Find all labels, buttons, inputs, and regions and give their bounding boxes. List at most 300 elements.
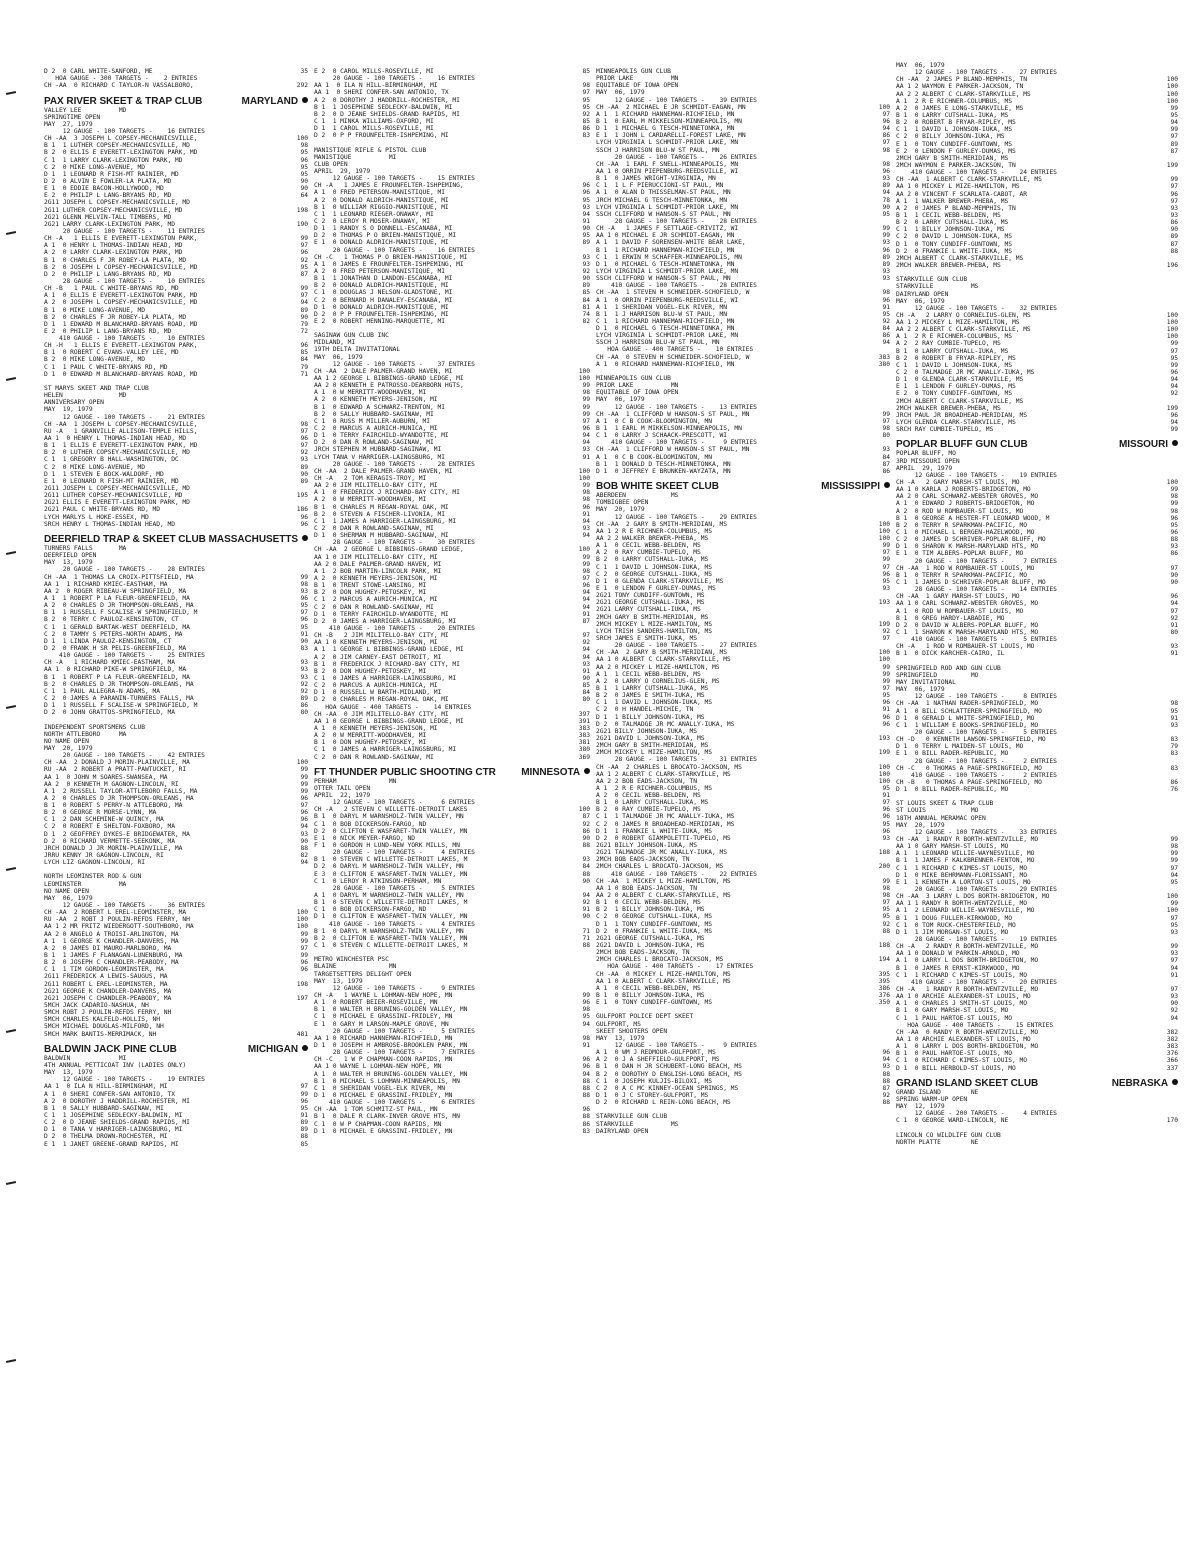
result-text: INDEPENDENT SPORTSMENS CLUB	[44, 723, 146, 731]
result-line	[314, 354, 590, 361]
score: 99	[882, 410, 890, 418]
result-text: C 1 0 STEVEN C WILLETTE-DETROIT LAKES, M	[314, 942, 468, 950]
score: 94	[1170, 871, 1178, 879]
result-line	[314, 871, 590, 878]
binder-mark	[6, 1359, 16, 1363]
gauge-event-header	[596, 154, 890, 161]
result-text: SKEET SHOOTERS OPEN	[596, 1027, 668, 1035]
result-text: 12 GAUGE - 100 TARGETS - 29 ENTRIES	[596, 513, 757, 521]
result-text: 2MCH CHARLES L BROCATO-JACKSON, MS	[596, 956, 724, 964]
score: 96	[582, 425, 590, 433]
result-text: 2MCH MICKEY L MIZE-HAMILTON, MS	[596, 620, 712, 628]
score: 92	[582, 899, 590, 907]
state-heading: MASSACHUSETTS	[207, 535, 308, 545]
result-line	[314, 1013, 590, 1020]
score: 84	[582, 689, 590, 697]
result-line	[44, 838, 308, 845]
result-line	[44, 1091, 308, 1098]
result-line	[596, 542, 890, 549]
score: 337	[1166, 1064, 1178, 1072]
score: 100	[878, 103, 890, 111]
result-text: MAY 13, 1979	[44, 559, 93, 567]
result-line	[896, 486, 1178, 493]
score: 94	[582, 1070, 590, 1078]
score: 94	[582, 210, 590, 218]
result-line	[896, 779, 1178, 786]
result-line	[44, 449, 308, 456]
result-line	[314, 147, 590, 154]
result-text: D 2 0 FRANKIE L WHITE-IUKA, MS	[596, 927, 712, 935]
result-line	[314, 1056, 590, 1063]
result-text: AA 1 0 ARCHIE ALEXANDER-ST LOUIS, MO	[896, 1035, 1031, 1043]
gauge-event-header	[596, 97, 890, 104]
result-line	[44, 406, 308, 413]
result-line	[596, 742, 890, 749]
score: 90	[300, 837, 308, 845]
score: 94	[582, 1020, 590, 1028]
result-line	[314, 668, 590, 675]
gauge-event-header	[314, 539, 590, 546]
score: 95	[882, 906, 890, 914]
result-text: E 2 0 LENDON F GURLEY-DUMAS, MS	[896, 147, 1016, 155]
score: 87	[300, 270, 308, 278]
result-text: C 2 0 H HANDEL-MICHIE, TN	[596, 706, 694, 714]
score: 100	[878, 535, 890, 542]
result-text: D 1 1 RANDY S O DONNELL-ESCANABA, MI	[314, 225, 453, 233]
result-line	[896, 765, 1178, 772]
result-text: B 2 0 JAMES E SMITH-IUKA, MS	[596, 692, 705, 700]
result-line	[896, 141, 1178, 148]
result-text: B 2 0 MIKE LONG-AVENUE, MD	[44, 356, 146, 364]
score: 198	[296, 206, 308, 214]
club-name: PAX RIVER SKEET & TRAP CLUB	[44, 96, 203, 107]
gauge-event-header	[44, 902, 308, 909]
result-text: C 2 0 MARCUS A AURICH-MUNICA, MI	[314, 682, 438, 690]
result-line	[596, 389, 890, 396]
result-line	[314, 304, 590, 311]
score: 100	[878, 763, 890, 771]
score: 188	[878, 942, 890, 950]
result-line	[314, 532, 590, 539]
score: 92	[582, 110, 590, 118]
result-text: E 2 0 PHILIP L LANG-BRYANS RD, MD	[44, 192, 172, 200]
result-text: 20 GAUGE - 100 TARGETS - 16 ENTRIES	[314, 246, 475, 254]
score: 100	[296, 759, 308, 767]
result-text: 2MCH WAYMON E PARKER-JACKSON, TN	[896, 161, 1016, 169]
score: 89	[300, 1119, 308, 1127]
result-text: D 1 1 STEVEN E BOCK-WALDORF, MD	[44, 470, 164, 478]
result-text: A 2 0 RAY CUMBIE-TUPELO, MS	[596, 549, 701, 557]
result-line	[44, 142, 308, 149]
result-line	[44, 1119, 308, 1126]
score: 90	[582, 225, 590, 233]
result-line	[314, 275, 590, 282]
result-text: 18TH ANNUAL MERAMAC OPEN	[896, 814, 986, 822]
score: 97	[882, 563, 890, 571]
result-line	[896, 579, 1178, 586]
score: 94	[582, 603, 590, 611]
result-line	[44, 616, 308, 623]
result-text: 410 GAUGE - 100 TARGETS - 20 ENTRIES	[896, 978, 1057, 986]
result-text: CH -AA 1 CLIFFORD W HANSON-S ST PAUL, MN	[596, 446, 750, 454]
state-heading: MISSISSIPPI	[819, 482, 890, 492]
score: 80	[1170, 628, 1178, 636]
result-line	[596, 68, 890, 75]
result-text: D 2 0 TALMADGE JR MC ANALLY-IUKA, MS	[596, 720, 735, 728]
result-text: CH -C 1 THOMAS P O BRIEN-MANISTIQUE, MI	[314, 253, 468, 261]
result-text: D 1 0 CLIFTON E WASFARET-TWIN VALLEY, MN	[314, 913, 468, 921]
result-line	[44, 852, 308, 859]
result-text: B 2 0 ROBERT B FRYAR-RIPLEY, MS	[896, 354, 1016, 362]
result-line	[44, 68, 308, 75]
result-line	[596, 89, 890, 96]
result-text: A 2 0 CECIL WEBB-BELDEN, MS	[596, 792, 701, 800]
result-line	[314, 1042, 590, 1049]
result-text: D 2 0 THOMAS P O BRIEN-MANISTIQUE, MI	[314, 232, 457, 240]
result-text: 2G21 BILLY JOHNSON-IUKA, MS	[596, 842, 698, 850]
result-text: CH -AA 1 EARL F SNELL-MINNEAPOLIS, MN	[596, 160, 739, 168]
result-text: C 1 1 DAVID L JOHNSON-IUKA, MS	[896, 361, 1012, 369]
score: 88	[882, 1077, 890, 1085]
result-text: MAY 06, 1979	[596, 89, 645, 97]
result-line	[44, 1105, 308, 1112]
score: 91	[582, 1041, 590, 1049]
result-line	[596, 556, 890, 563]
score: 71	[582, 934, 590, 942]
result-line	[314, 942, 590, 949]
result-line	[314, 754, 590, 761]
score: 97	[300, 427, 308, 435]
result-line	[44, 321, 308, 328]
result-text: A 2 2 RAY CUMBIE-TUPELO, MS	[896, 340, 1001, 348]
result-line	[596, 318, 890, 325]
score: 92	[882, 317, 890, 325]
score: 100	[1166, 90, 1178, 98]
result-text: C 1 0 LEROY R ATKINSON-PERHAM, MN	[314, 877, 442, 885]
score: 35	[300, 68, 308, 75]
result-text: PERHAM MN	[314, 777, 397, 785]
result-text: B 1 0 CECIL WEBB-BELDEN, MS	[596, 899, 701, 907]
gauge-event-header	[596, 218, 890, 225]
result-text: D 1 1 RUSSELL F SCALISE-W SPRINGFIELD, M	[44, 702, 198, 710]
result-text: CH -A 1 JAMES E FROUNFELTER-ISHPEMING,	[314, 182, 464, 190]
result-text: A 1 2 R E RICHNER-COLUMBUS, MS	[596, 784, 712, 792]
result-text: B 2 0 RAY CUMBIE-TUPELO, MS	[596, 806, 701, 814]
result-text: C 1 1 LEONARD RIEGER-ONAWAY, MI	[314, 210, 434, 218]
result-text: B 1 1 ROBERT P LA FLEUR-GREENFIELD, MA	[44, 673, 190, 681]
result-line	[44, 1069, 308, 1076]
score: 96	[582, 1056, 590, 1064]
result-text: A 1 0 HENRY L THOMAS-INDIAN HEAD, MD	[44, 242, 183, 250]
score: 100	[1166, 893, 1178, 901]
result-text: 2G11 ROBERT L EREL-LEOMINSTER, MA	[44, 980, 168, 988]
score: 100	[578, 806, 590, 814]
result-line	[44, 873, 308, 880]
result-line	[596, 147, 890, 154]
state-heading: NEBRASKA	[1110, 1079, 1178, 1089]
spacer	[596, 1106, 890, 1113]
result-text: AA 2 2 BOB EADS-JACKSON, TN	[596, 777, 698, 785]
score: 382	[1166, 1035, 1178, 1043]
result-text: A 1 0 DARYL M WARNSHOLZ-TWIN VALLEY, MN	[314, 892, 464, 900]
result-line	[896, 1132, 1178, 1139]
result-line	[596, 289, 890, 296]
result-text: GULFPORT, MS	[596, 1020, 641, 1028]
result-text: C 1 1 JAMES A HARRIGER-LAINGSBURG, MI	[314, 517, 457, 525]
result-text: A 1 0 WALTER H BRUNING-GOLDEN VALLEY, MN	[314, 1070, 468, 1078]
result-line	[896, 76, 1178, 83]
result-text: D 1 0 TERRY FAIRCHILD-WYANDOTTE, MI	[314, 610, 449, 618]
score: 92	[882, 1091, 890, 1099]
score: 89	[300, 1126, 308, 1134]
result-text: 19TH DELTA INVITATIONAL	[314, 346, 401, 354]
score: 98	[882, 892, 890, 900]
result-text: JRCH PAUL JR BROADHEAD-MERIDIAN, MS	[896, 411, 1027, 419]
result-line	[596, 189, 890, 196]
result-text: D 1 1 CAROL MILLS-ROSEVILLE, MI	[314, 125, 434, 133]
score: 88	[582, 870, 590, 878]
state-heading: MINNESOTA	[519, 768, 590, 778]
score: 93	[882, 584, 890, 592]
result-line	[896, 915, 1178, 922]
score: 95	[1170, 707, 1178, 715]
result-text: C 2 0 DAVID L JOHNSON-IUKA, MS	[896, 233, 1012, 241]
result-line	[596, 792, 890, 799]
result-line	[44, 328, 308, 335]
result-text: C 2 0 MIKE LONG-AVENUE, MD	[44, 463, 146, 471]
result-text: LYCH TRISH SANDERS-HAMILTON, MS	[596, 627, 712, 635]
score: 97	[1170, 607, 1178, 615]
result-text: D 1 0 GERALD L WHITE-SPRINGFIELD, MO	[896, 714, 1035, 722]
score: 99	[300, 930, 308, 938]
state-heading: MICHIGAN	[246, 1045, 308, 1055]
result-text: B 1 0 DALE R CLARK-INVER GROVE HTS, MN	[314, 1113, 460, 1121]
result-line	[596, 692, 890, 699]
results-column-1	[44, 68, 314, 1548]
score: 79	[300, 320, 308, 328]
result-line	[314, 1021, 590, 1028]
result-text: AA 2 0 ALBERT C CLARK-STARKVILLE, MS	[596, 892, 731, 900]
result-line	[596, 1092, 890, 1099]
result-line	[44, 471, 308, 478]
result-line	[314, 1085, 590, 1092]
score: 95	[300, 602, 308, 610]
result-line	[896, 369, 1178, 376]
gauge-event-header	[596, 514, 890, 521]
result-line	[314, 232, 590, 239]
score: 95	[882, 784, 890, 792]
score: 395	[878, 977, 890, 985]
score: 99	[300, 285, 308, 293]
score: 92	[1170, 614, 1178, 622]
score: 95	[582, 103, 590, 111]
result-line	[896, 126, 1178, 133]
result-line	[314, 1035, 590, 1042]
result-text: AA 1 2 ALBERT C CLARK-STARKVILLE, MS	[596, 770, 731, 778]
result-text: SSCH J HARRISON BLU-W ST PAUL, MN	[596, 146, 720, 154]
result-line	[596, 461, 890, 468]
score: 99	[582, 382, 590, 390]
result-text: DAIRYLAND OPEN	[896, 290, 949, 298]
score: 98	[1170, 507, 1178, 515]
result-line	[596, 878, 890, 885]
result-line	[596, 828, 890, 835]
result-text: CH -A 1 RICHARD KMIEC-EASTHAM, MA	[44, 659, 175, 667]
result-text: 12 GAUGE - 100 TARGETS - 8 ENTRIES	[896, 693, 1057, 701]
score: 92	[882, 627, 890, 635]
result-line	[44, 802, 308, 809]
result-text: LYCH VIRGINIA L SCHMIDT-PRIOR LAKE, MN	[596, 139, 739, 147]
result-text: NO NAME OPEN	[44, 737, 89, 745]
score: 99	[300, 773, 308, 781]
result-line	[314, 132, 590, 139]
result-text: C 1 2 MARCUS A AURICH-MUNICA, MI	[314, 596, 438, 604]
result-text: 12 GAUGE - 100 TARGETS - 19 ENTRIES	[896, 471, 1057, 479]
result-line	[896, 119, 1178, 126]
result-text: 12 GAUGE - 100 TARGETS - 15 ENTRIES	[314, 175, 475, 183]
result-text: A 1 1 LEONARD WILLIE-WAYNESVILLE, MO	[896, 850, 1035, 858]
result-text: B 1 0 GEORGE A HESTER-FT LEONARD WOOD, M	[896, 514, 1050, 522]
result-line	[44, 214, 308, 221]
score: 99	[1170, 900, 1178, 908]
gauge-event-header	[314, 361, 590, 368]
result-line	[596, 835, 890, 842]
score: 97	[1170, 914, 1178, 922]
result-line	[596, 304, 890, 311]
result-line	[44, 292, 308, 299]
result-line	[44, 399, 308, 406]
score: 99	[582, 396, 590, 404]
result-line	[314, 154, 590, 161]
result-line	[44, 242, 308, 249]
gauge-event-header	[896, 636, 1178, 643]
score: 99	[582, 560, 590, 568]
result-text: B 1 0 STEVEN C WILLETTE-DETROIT LAKES, M	[314, 899, 468, 907]
result-text: D 2 0 P P FROUNFELTER-ISHPEMING, MI	[314, 310, 449, 318]
result-text: C 2 0 JAMES A PARANIN-TURNERS FALLS, MA	[44, 694, 194, 702]
result-text: B 1 1 JAMES F FLANAGAN-LUNENBURG, MA	[44, 952, 183, 960]
result-text: A 2 0 DOROTHY J HADDRILL-ROCHESTER, MI	[44, 1097, 190, 1105]
result-text: AA 1 0 MICKEY L MIZE-HAMILTON, MS	[896, 183, 1020, 191]
score: 93	[582, 253, 590, 261]
score: 96	[300, 959, 308, 967]
result-line	[596, 325, 890, 332]
result-text: CH -A 1 JAMES F SETTLAGE-CRIVITZ, WI	[596, 225, 739, 233]
result-line	[596, 856, 890, 863]
score: 97	[882, 549, 890, 557]
score: 78	[882, 196, 890, 204]
score: 97	[882, 110, 890, 118]
result-text: AA 1 2 WAYMON E PARKER-JACKSON, TN	[896, 83, 1024, 91]
result-text: CH -A 1 WAYNE L LOHMAN-NEW HOPE, MN	[314, 992, 453, 999]
gauge-event-header	[44, 566, 308, 573]
gauge-event-header	[314, 1049, 590, 1056]
score: 94	[582, 517, 590, 525]
result-line	[596, 585, 890, 592]
result-line	[314, 554, 590, 561]
result-text: LYCH VIRGINIA L SCHMIDT-PRIOR LAKE, MN	[596, 267, 739, 275]
result-text: CH -AA 0 STEVEN H SCHNEIDER-SCHOFIELD, W	[596, 353, 750, 361]
gauge-event-header	[44, 75, 308, 82]
result-line	[314, 675, 590, 682]
result-line	[314, 928, 590, 935]
result-text: C 1 1 PAUL C WHITE-BRYANS RD, MD	[44, 363, 168, 371]
result-line	[896, 500, 1178, 507]
result-text: 12 GAUGE - 100 TARGETS - 13 ENTRIES	[596, 403, 757, 411]
gauge-event-header	[44, 335, 308, 342]
gauge-event-header	[596, 871, 890, 878]
result-text: STARKVILLE MS	[596, 1120, 679, 1128]
result-line	[44, 888, 308, 895]
result-text: D 2 0 THELMA DROWN-ROCHESTER, MI	[44, 1133, 168, 1141]
spacer	[896, 433, 1178, 440]
result-text: C 2 0 DAN R ROWLAND-SAGINAW, MI	[314, 753, 434, 761]
result-text: D 1 0 TANA V HARRIGER-LAINGSBURG, MI	[44, 1126, 183, 1134]
result-line	[596, 821, 890, 828]
gauge-event-header	[44, 278, 308, 285]
result-text: A 2 0 W MERRITT-WOODHAVEN, MI	[314, 732, 427, 740]
score: 481	[296, 1030, 308, 1038]
result-text: 28 GAUGE - 100 TARGETS - 28 ENTRIES	[596, 217, 757, 225]
result-line	[896, 565, 1178, 572]
score: 96	[300, 816, 308, 824]
result-text: B 1 0 TRENT STOWE-LANSING, MI	[314, 582, 427, 590]
score: 89	[300, 477, 308, 485]
result-line	[596, 771, 890, 778]
result-text: CH -AA 2 CHARLES L BROCATO-JACKSON, MS	[596, 763, 742, 771]
result-line	[314, 725, 590, 732]
score: 82	[582, 317, 590, 325]
result-line	[596, 842, 890, 849]
score: 95	[582, 1013, 590, 1021]
result-line	[896, 276, 1178, 283]
score: 98	[882, 146, 890, 154]
result-text: B 2 0 SALLY HUBBARD-SAGINAW, MI	[314, 410, 434, 418]
result-text: C 1 1 L F PIERUCCIONI-ST PAUL, MN	[596, 182, 724, 190]
result-line	[896, 950, 1178, 957]
result-text: B 1 0 TERRY R SPARKMAN-PACIFIC, MO	[896, 571, 1027, 579]
result-text: B 1 0 BILLY JOHNSON-IUKA, MS	[596, 992, 705, 999]
result-line	[896, 326, 1178, 333]
result-line	[44, 938, 308, 945]
result-line	[896, 893, 1178, 900]
result-text: E 1 0 EDDIE BACON-HOLLYWOOD, MD	[44, 185, 164, 193]
result-text: D 2 0 DARYL M WARNSHOLZ-TWIN VALLEY, MN	[314, 863, 464, 871]
score: 92	[582, 639, 590, 647]
score: 89	[582, 282, 590, 290]
result-text: 2G21 GLENN MELVIN-TALL TIMBERS, MD	[44, 213, 172, 221]
score: 190	[296, 220, 308, 228]
score: 64	[300, 192, 308, 200]
score: 381	[578, 739, 590, 747]
result-line	[44, 442, 308, 449]
result-text: B 2 0 TERRY C PAULOZ-KENSINGTON, CT	[44, 616, 179, 624]
result-text: CH -AA 2 GEORGE L BIBBINGS-GRAND LEDGE,	[314, 546, 464, 554]
gauge-event-header	[314, 849, 590, 856]
gauge-event-header	[314, 1028, 590, 1035]
score: 91	[1170, 971, 1178, 979]
result-line	[596, 892, 890, 899]
result-text: 20 GAUGE - 100 TARGETS - 5 ENTRIES	[314, 1027, 475, 1035]
result-text: DEERFIELD OPEN	[44, 552, 97, 560]
score: 86	[582, 1120, 590, 1128]
result-text: C 1 1 GREGORY B HALL-WASHINGTON, DC	[44, 456, 179, 464]
result-text: E 1 0 TONY CUNDIFF-GUNTOWN, MS	[896, 140, 1012, 148]
gauge-event-header	[596, 642, 890, 649]
result-line	[314, 632, 590, 639]
result-text: D 1 0 TONY CUNDIFF-GUNTOWN, MS	[896, 240, 1012, 248]
score: 395	[878, 970, 890, 978]
